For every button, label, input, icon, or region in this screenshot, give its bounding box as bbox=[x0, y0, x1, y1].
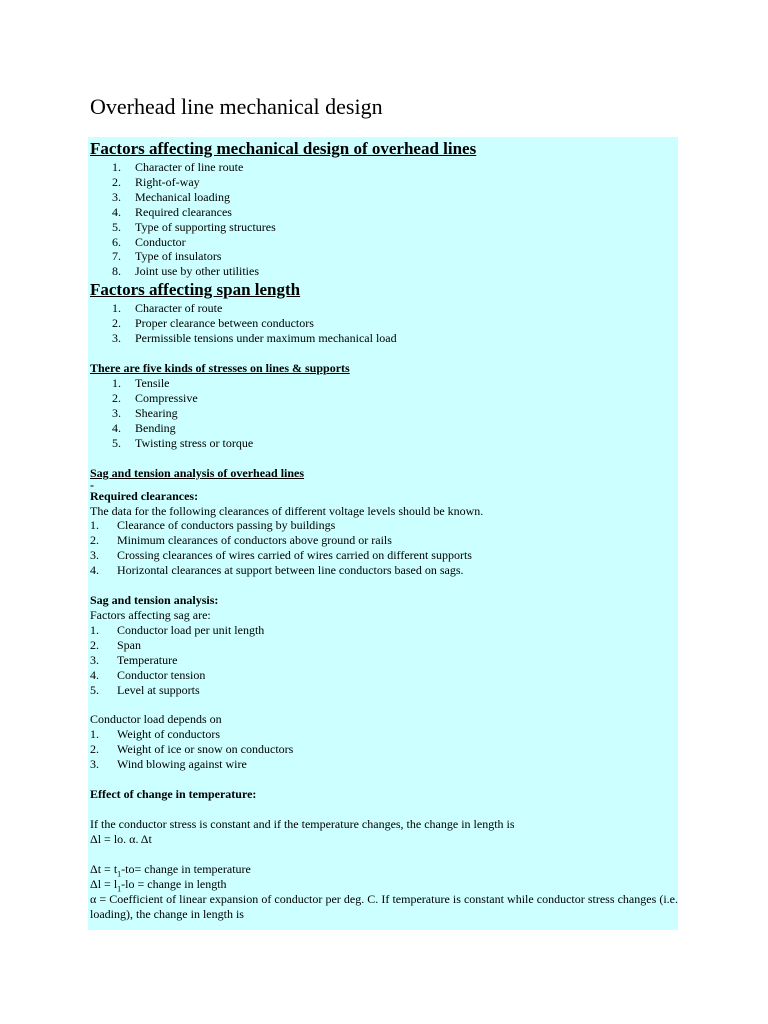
list-item-number: 4. bbox=[112, 420, 121, 435]
list-item-number: 1. bbox=[90, 518, 99, 533]
list-stresses bbox=[90, 376, 678, 451]
list-item-text: Bending bbox=[135, 420, 176, 435]
list-item bbox=[90, 331, 678, 346]
list-item bbox=[90, 249, 678, 264]
list-item-number: 3. bbox=[90, 757, 99, 772]
list-item bbox=[90, 421, 678, 436]
sag-factors-intro: Factors affecting sag are: bbox=[90, 608, 211, 623]
section-heading-span-length: Factors affecting span length bbox=[90, 280, 301, 300]
list-item-number: 2. bbox=[112, 174, 121, 189]
equation-delta-l: $\Delta l = l_1-lo$ = change in length bbox=[90, 876, 227, 894]
list-item bbox=[90, 653, 678, 668]
list-item-text: Permissible tensions under maximum mechanical load bbox=[135, 331, 397, 346]
list-item bbox=[90, 406, 678, 421]
list-item-number: 2. bbox=[90, 637, 99, 652]
list-item bbox=[90, 235, 678, 250]
list-item-text: Span bbox=[117, 637, 141, 652]
list-item bbox=[90, 160, 678, 175]
list-item-number: 5. bbox=[90, 682, 99, 697]
list-item-number: 2. bbox=[90, 533, 99, 548]
section-heading-sag-tension-analysis: Sag and tension analysis: bbox=[90, 593, 219, 608]
list-item-text: Level at supports bbox=[117, 682, 200, 697]
section-heading-stresses: There are five kinds of stresses on lines & supports bbox=[90, 360, 350, 375]
list-item-text: Conductor tension bbox=[117, 667, 206, 682]
dash-marker: - bbox=[90, 477, 94, 492]
section-heading-sag-tension-overhead: Sag and tension analysis of overhead lines bbox=[90, 465, 305, 480]
list-item-number: 3. bbox=[90, 548, 99, 563]
list-item bbox=[90, 301, 678, 316]
list-item-number: 1. bbox=[112, 375, 121, 390]
list-item-text: Compressive bbox=[135, 390, 198, 405]
conductor-load-intro: Conductor load depends on bbox=[90, 712, 222, 727]
list-item-text: Right-of-way bbox=[135, 174, 200, 189]
document-body bbox=[90, 138, 678, 922]
list-item-text: Weight of conductors bbox=[117, 727, 221, 742]
list-item-text: Type of insulators bbox=[135, 249, 222, 264]
list-item-text: Shearing bbox=[135, 405, 178, 420]
equation-length-change: Δl = lo. α. Δt bbox=[90, 832, 152, 846]
list-item-number: 1. bbox=[90, 622, 99, 637]
list-item bbox=[90, 205, 678, 220]
list-item bbox=[90, 683, 678, 698]
list-clearances bbox=[90, 518, 678, 578]
temperature-paragraph: If the conductor stress is constant and if the temperature changes, the change in length is bbox=[90, 817, 515, 832]
list-item-number: 3. bbox=[112, 405, 121, 420]
list-item-text: Temperature bbox=[117, 652, 178, 667]
equation-delta-t: $\Delta t = t_1-to=$ change in temperature bbox=[90, 861, 251, 879]
list-item bbox=[90, 316, 678, 331]
list-item-text: Character of route bbox=[135, 301, 223, 316]
list-item-number: 2. bbox=[90, 742, 99, 757]
list-item-number: 4. bbox=[90, 667, 99, 682]
list-item-text: Minimum clearances of conductors above ground or rails bbox=[117, 533, 392, 548]
list-item bbox=[90, 533, 678, 548]
list-span-length-factors bbox=[90, 301, 678, 346]
clearances-intro: The data for the following clearances of different voltage levels should be known. bbox=[90, 503, 484, 518]
list-item-number: 4. bbox=[90, 563, 99, 578]
list-item-number: 2. bbox=[112, 390, 121, 405]
list-mechanical-design-factors bbox=[90, 160, 678, 279]
page-title: Overhead line mechanical design bbox=[90, 94, 383, 119]
coefficient-paragraph: α = Coefficient of linear expansion of conductor per deg. C. If temperature is constant while conductor stress changes (i.e. loading), the change in length is bbox=[90, 891, 678, 921]
list-item-number: 5. bbox=[112, 435, 121, 450]
list-item bbox=[90, 548, 678, 563]
section-heading-required-clearances: Required clearances: bbox=[90, 488, 199, 503]
list-item bbox=[90, 436, 678, 451]
list-item-text: Wind blowing against wire bbox=[117, 757, 247, 772]
list-item bbox=[90, 175, 678, 190]
list-item-text: Conductor bbox=[135, 234, 186, 249]
list-item bbox=[90, 391, 678, 406]
list-item-number: 1. bbox=[90, 727, 99, 742]
section-heading-temperature-effect: Effect of change in temperature: bbox=[90, 787, 257, 802]
list-item-number: 6. bbox=[112, 234, 121, 249]
list-sag-factors bbox=[90, 623, 678, 698]
list-item-number: 3. bbox=[112, 331, 121, 346]
list-item bbox=[90, 623, 678, 638]
list-item-text: Crossing clearances of wires carried of wires carried on different supports bbox=[117, 548, 472, 563]
list-item-text: Horizontal clearances at support between line conductors based on sags. bbox=[117, 563, 464, 578]
list-item bbox=[90, 742, 678, 757]
list-item-text: Joint use by other utilities bbox=[135, 264, 259, 279]
list-item-number: 7. bbox=[112, 249, 121, 264]
list-item bbox=[90, 638, 678, 653]
list-item-text: Type of supporting structures bbox=[135, 219, 276, 234]
list-item-number: 3. bbox=[90, 652, 99, 667]
list-item-number: 3. bbox=[112, 189, 121, 204]
list-item bbox=[90, 264, 678, 279]
list-item-text: Weight of ice or snow on conductors bbox=[117, 742, 294, 757]
list-item bbox=[90, 518, 678, 533]
list-item bbox=[90, 376, 678, 391]
list-item-text: Clearance of conductors passing by buildings bbox=[117, 518, 336, 533]
list-item-number: 5. bbox=[112, 219, 121, 234]
list-item-text: Conductor load per unit length bbox=[117, 622, 265, 637]
list-item bbox=[90, 757, 678, 772]
list-item bbox=[90, 563, 678, 578]
list-item-text: Mechanical loading bbox=[135, 189, 230, 204]
list-item bbox=[90, 220, 678, 235]
section-heading-mechanical-design: Factors affecting mechanical design of overhead lines bbox=[90, 139, 477, 158]
list-item-text: Character of line route bbox=[135, 160, 244, 174]
list-item-number: 2. bbox=[112, 316, 121, 331]
list-item-text: Required clearances bbox=[135, 204, 232, 219]
list-conductor-load bbox=[90, 727, 678, 772]
list-item-text: Proper clearance between conductors bbox=[135, 316, 314, 331]
list-item-text: Tensile bbox=[135, 375, 170, 390]
list-item-number: 4. bbox=[112, 204, 121, 219]
list-item-number: 1. bbox=[112, 160, 121, 174]
list-item bbox=[90, 727, 678, 742]
list-item bbox=[90, 668, 678, 683]
list-item-text: Twisting stress or torque bbox=[135, 435, 254, 450]
list-item-number: 8. bbox=[112, 264, 121, 279]
list-item bbox=[90, 190, 678, 205]
list-item-number: 1. bbox=[112, 301, 121, 316]
